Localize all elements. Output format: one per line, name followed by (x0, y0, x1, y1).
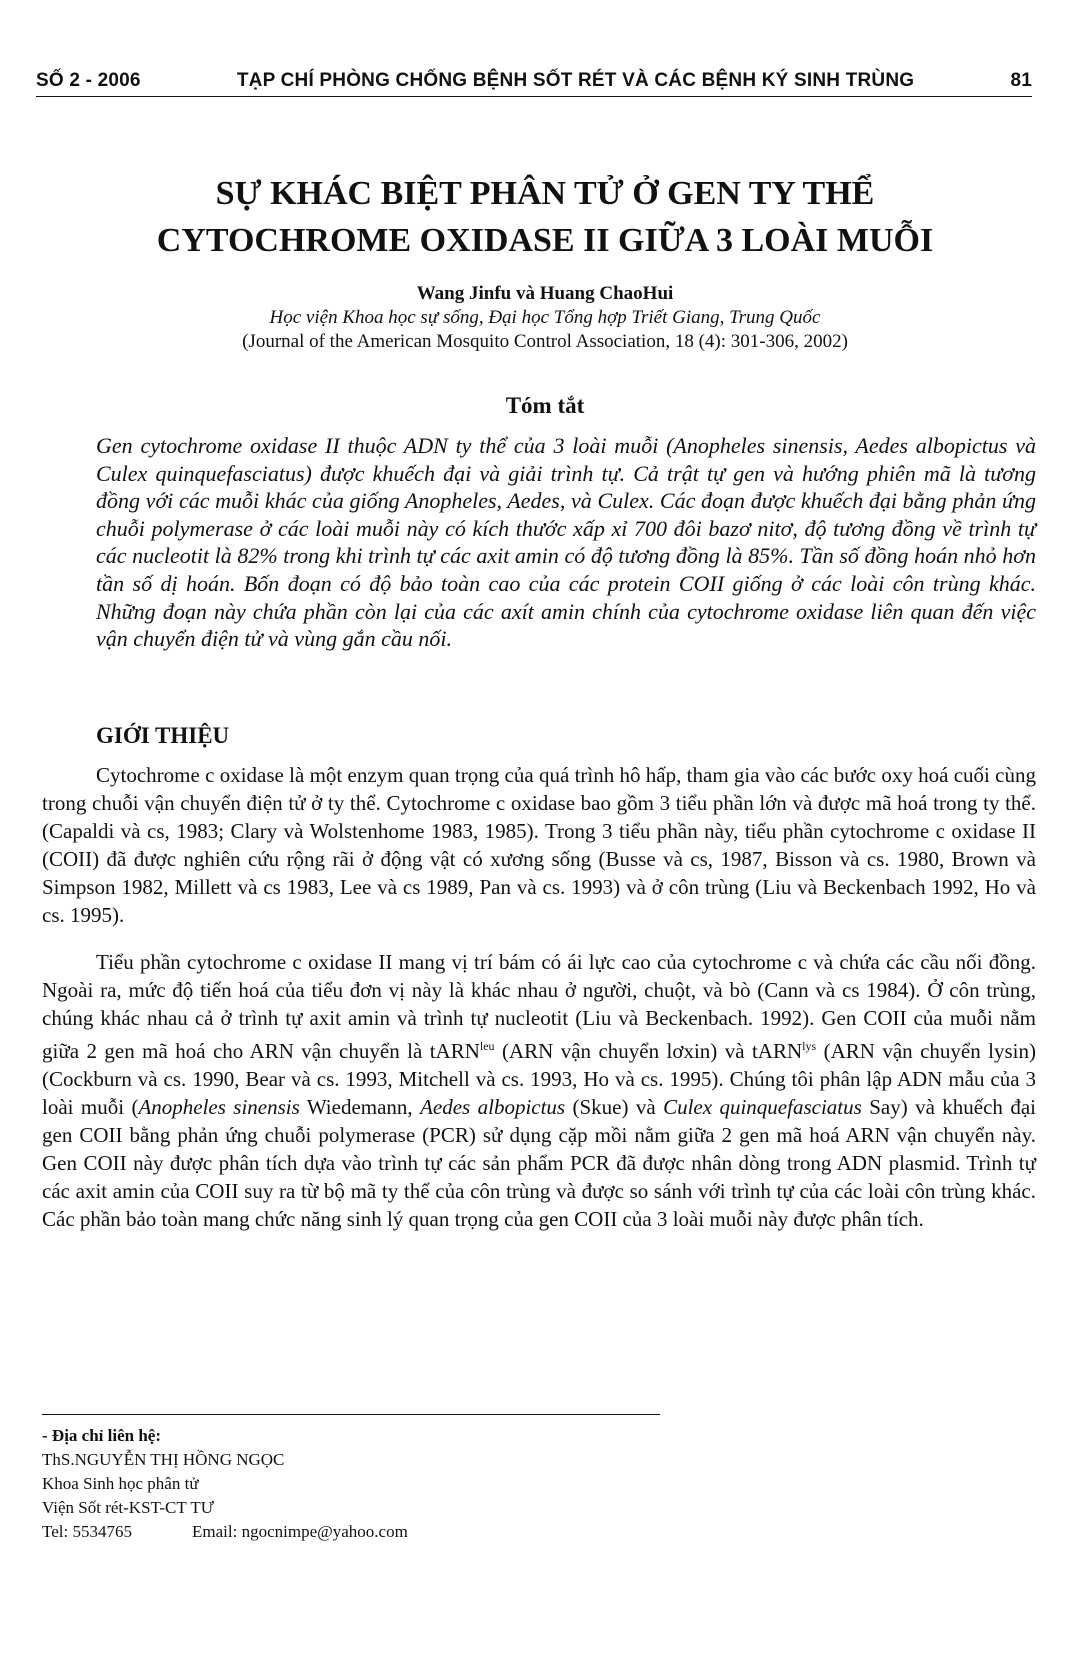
intro-p2-text-a: Tiểu phần cytochrome c oxidase II mang vị trí bám có ái lực cao của cytochrome c và chứa các cầu nối đồng. Ngoài ra, mức độ tiến hoá của tiểu đơn vị này là khác nhau ở người, chuột, và bò (Cann và cs 1984). Ở côn trùng, chúng khác nhau cả ở trình tự axit amin và trình tự nucleotit (Liu và Beckenbach. 1992). Gen COII của muỗi nằm giữa 2 gen mã hoá cho ARN vận chuyển là tARN (42, 950, 1036, 1063)
journal-name: TẠP CHÍ PHÒNG CHỐNG BỆNH SỐT RÉT VÀ CÁC BỆNH KÝ SINH TRÙNG (236, 70, 915, 91)
contact-label: - Địa chỉ liên hệ: (42, 1426, 161, 1445)
contact-footnote (42, 1424, 662, 1544)
title-line-2: CYTOCHROME OXIDASE II GIỮA 3 LOÀI MUỖI (156, 222, 934, 259)
page-number: 81 (1010, 70, 1032, 91)
intro-heading: GIỚI THIỆU (96, 723, 230, 748)
species-name-2: Aedes albopictus (420, 1095, 566, 1119)
contact-name: ThS.NGUYỄN THỊ HỒNG NGỌC (42, 1450, 285, 1469)
footnote-divider (42, 1414, 660, 1415)
contact-phone-email-row (42, 1520, 662, 1544)
species-name-3: Culex quinquefasciatus (663, 1095, 862, 1119)
abstract-heading: Tóm tắt (505, 393, 585, 418)
intro-paragraph-1: Cytochrome c oxidase là một enzym quan trọng của quá trình hô hấp, tham gia vào các bước oxy hoá cuối cùng trong chuỗi vận chuyển điện tử ở ty thể. Cytochrome c oxidase bao gồm 3 tiểu phần lớn và được mã hoá trong ty thể. (Capaldi và cs, 1983; Clary và Wolstenhome 1983, 1985). Trong 3 tiểu phần này, tiểu phần cytochrome c oxidase II (COII) đã được nghiên cứu rộng rãi ở động vật có xương sống (Busse và cs, 1987, Bisson và cs. 1980, Brown và Simpson 1982, Millett và cs 1983, Lee và cs 1989, Pan và cs. 1993) và ở côn trùng (Liu và Beckenbach 1992, Ho và cs. 1995). (42, 763, 1036, 927)
intro-p2-text-b: (ARN vận chuyển lơxin) và tARN (494, 1039, 803, 1063)
superscript-leu: leu (479, 1039, 495, 1053)
intro-p2-text-c: (ARN vận chuyển lysin) (Cockburn và cs. 1990, Bear và cs. 1993, Mitchell và cs. 1993, Ho và cs. 1995). Chúng tôi phân lập ADN mẫu của 3 loài muỗi ( (42, 1039, 1036, 1119)
article-title (0, 170, 1090, 264)
intro-p2-text-f: Say) và khuếch đại gen COII bằng phản ứng chuỗi polymerase (PCR) sử dụng cặp mồi nằm giữa 2 gen mã hoá ARN vận chuyển này. Gen COII này được phân tích dựa vào trình tự các sản phẩm PCR đã được nhân dòng trong ADN plasmid. Trình tự các axit amin của COII suy ra từ bộ mã ty thể của côn trùng và được so sánh với trình tự của các loài côn trùng khác. Các phần bảo toàn mang chức năng sinh lý quan trọng của gen COII của 3 loài muỗi này được phân tích. (42, 1095, 1036, 1231)
superscript-lys: lys (802, 1039, 817, 1053)
intro-p2-text-d: Wiedemann, (299, 1095, 421, 1119)
author-block (0, 282, 1090, 354)
contact-department: Khoa Sinh học phân tử (42, 1474, 199, 1493)
title-line-1: SỰ KHÁC BIỆT PHÂN TỬ Ở GEN TY THỂ (215, 175, 875, 212)
issue-number: SỐ 2 - 2006 (36, 70, 141, 91)
intro-p2-text-e: (Skue) và (565, 1095, 664, 1119)
intro-paragraph-2 (42, 948, 1036, 1233)
abstract-text: Gen cytochrome oxidase II thuộc ADN ty thể của 3 loài muỗi (Anopheles sinensis, Aedes albopictus và Culex quinquefasciatus) được khuếch đại và giải trình tự. Cả trật tự gen và hướng phiên mã là tương đồng với các muỗi khác của giống Anopheles, Aedes, và Culex. Các đoạn được khuếch đại bằng phản ứng chuỗi polymerase ở các loài muỗi này có kích thước xấp xỉ 700 đôi bazơ nitơ, độ tương đồng về trình tự các nucleotit là 82% trong khi trình tự các axit amin có độ tương đồng là 85%. Tần số đồng hoán nhỏ hơn tần số dị hoán. Bốn đoạn có độ bảo toàn cao của các protein COII giống ở các loài côn trùng khác. Những đoạn này chứa phần còn lại của các axít amin chính của cytochrome oxidase liên quan đến việc vận chuyển điện tử và vùng gắn cầu nối. (96, 433, 1036, 652)
running-header (36, 70, 1032, 97)
contact-email: Email: ngocnimpe@yahoo.com (192, 1522, 408, 1541)
author-affiliation: Học viện Khoa học sự sống, Đại học Tổng hợp Triết Giang, Trung Quốc (269, 307, 821, 328)
species-name-1: Anopheles sinensis (138, 1095, 300, 1119)
source-citation: (Journal of the American Mosquito Control Association, 18 (4): 301-306, 2002) (242, 331, 848, 352)
contact-institute: Viện Sốt rét-KST-CT TƯ (42, 1498, 214, 1517)
contact-phone: Tel: 5534765 (42, 1522, 132, 1541)
intro-body (42, 761, 1036, 1252)
author-names: Wang Jinfu và Huang ChaoHui (416, 283, 674, 304)
